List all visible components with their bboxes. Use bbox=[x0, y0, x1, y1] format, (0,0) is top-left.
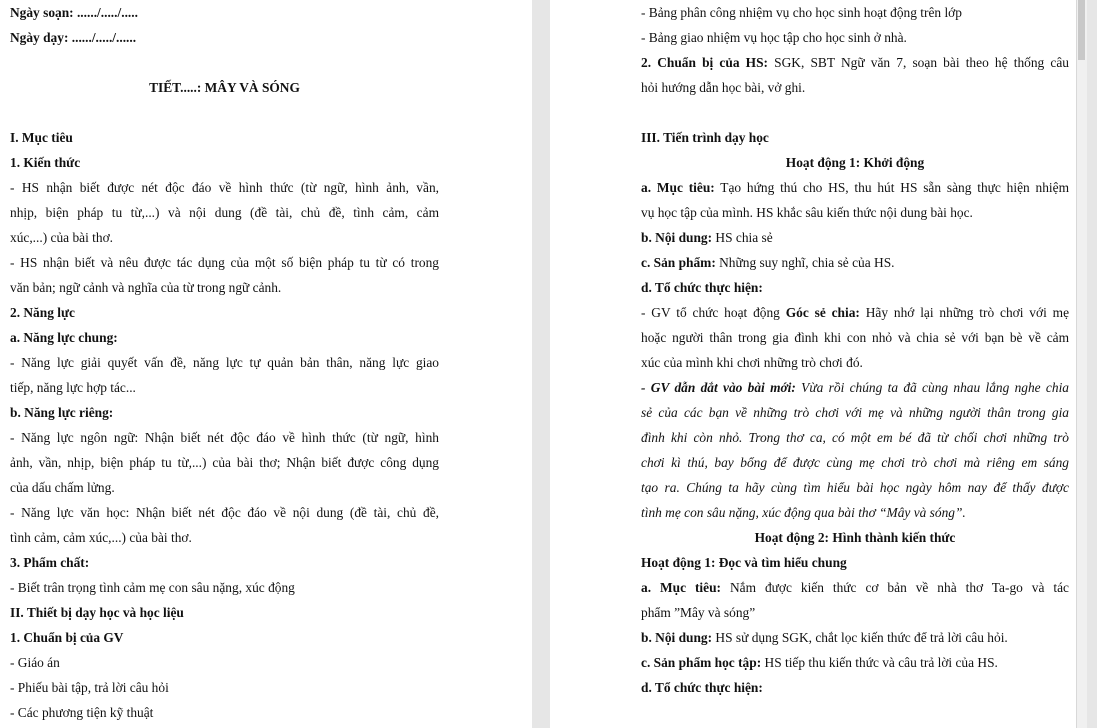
heading-doc-tim-hieu: Hoạt động 1: Đọc và tìm hiểu chung bbox=[641, 555, 847, 570]
lesson-title: TIẾT.....: MÂY VÀ SÓNG bbox=[149, 80, 300, 95]
text-run: - GV tổ chức hoạt động bbox=[641, 305, 786, 320]
paragraph-line bbox=[641, 175, 1069, 200]
page-right-text bbox=[641, 0, 1069, 700]
paragraph-line: của dấu chấm lửng. bbox=[10, 480, 115, 495]
paragraph-line: phẩm ”Mây và sóng” bbox=[641, 605, 756, 620]
text-run: Hãy nhớ lại những trò chơi với mẹ bbox=[859, 305, 1069, 320]
paragraph-line: - HS nhận biết được nét độc đáo về hình thức (từ ngữ, hình ảnh, vần, bbox=[10, 180, 439, 195]
paragraph-line: tình cảm, cảm xúc,...) của bài thơ. bbox=[10, 530, 192, 545]
paragraph-line: tình mẹ con sâu nặng, xúc động qua bài thơ “Mây và sóng”. bbox=[641, 505, 966, 520]
heading-muc-tieu: I. Mục tiêu bbox=[10, 130, 73, 145]
paragraph-line: xúc của mình khi chơi những trò chơi đó. bbox=[641, 355, 863, 370]
label-san-pham-2: c. Sản phẩm học tập: bbox=[641, 655, 762, 670]
paragraph-line: chơi kì thú, bay bổng để được cùng mẹ chơi trò chơi mà riêng em sáng bbox=[641, 455, 1069, 470]
document-page-right bbox=[550, 0, 1087, 728]
text-run: SGK, SBT Ngữ văn 7, soạn bài theo hệ thống câu bbox=[768, 55, 1069, 70]
list-item: - Giáo án bbox=[10, 655, 60, 670]
paragraph-line bbox=[641, 225, 1069, 250]
document-page-left bbox=[0, 0, 532, 728]
label-to-chuc-2: d. Tổ chức thực hiện: bbox=[641, 680, 763, 695]
list-item: - Phiếu bài tập, trả lời câu hỏi bbox=[10, 680, 169, 695]
paragraph-line bbox=[641, 575, 1069, 600]
text-run: HS tiếp thu kiến thức và câu trả lời của HS. bbox=[761, 655, 998, 670]
paragraph-line: - Năng lực văn học: Nhận biết nét độc đáo về nội dung (đề tài, chủ đề, bbox=[10, 505, 439, 520]
paragraph-line: hoặc người thân trong gia đình khi con nhỏ và chia sẻ với bạn bè về cảm bbox=[641, 330, 1069, 345]
paragraph-line: vụ học tập của mình. HS khắc sâu kiến thức nội dung bài học. bbox=[641, 205, 973, 220]
heading-nang-luc: 2. Năng lực bbox=[10, 305, 75, 320]
text-run-bold: Góc sẻ chia: bbox=[785, 305, 860, 320]
heading-chuan-bi-gv: 1. Chuẩn bị của GV bbox=[10, 630, 124, 645]
paragraph-line: - Năng lực ngôn ngữ: Nhận biết nét độc đáo về hình thức (từ ngữ, hình bbox=[10, 430, 439, 445]
heading-pham-chat: 3. Phẩm chất: bbox=[10, 555, 90, 570]
paragraph-line bbox=[641, 375, 1069, 400]
ngay-day: Ngày dạy: ....../...../...... bbox=[10, 30, 137, 45]
text-run: Những suy nghĩ, chia sẻ của HS. bbox=[715, 255, 895, 270]
heading-hoat-dong-1: Hoạt động 1: Khởi động bbox=[785, 155, 925, 170]
paragraph-line bbox=[641, 650, 1069, 675]
paragraph-line: ảnh, vần, nhịp, biện pháp tu từ,...) của bài thơ; Nhận biết được công dụng bbox=[10, 455, 439, 470]
heading-thiet-bi: II. Thiết bị dạy học và học liệu bbox=[10, 605, 184, 620]
paragraph-line: - HS nhận biết và nêu được tác dụng của một số biện pháp tu từ có trong bbox=[10, 255, 439, 270]
paragraph-line bbox=[641, 50, 1069, 75]
text-run: Vừa rồi chúng ta đã cùng nhau lắng nghe chia bbox=[795, 380, 1069, 395]
label-gv-dan-dat: - GV dẫn dắt vào bài mới: bbox=[641, 380, 796, 395]
paragraph-line: văn bản; ngữ cảnh và nghĩa của từ trong ngữ cảnh. bbox=[10, 280, 282, 295]
paragraph-line bbox=[641, 250, 1069, 275]
paragraph-line: nhịp, biện pháp tu từ,...) và nội dung (đề tài, chủ đề, tình cảm, cảm bbox=[10, 205, 439, 220]
text-run: Tạo hứng thú cho HS, thu hút HS sẵn sàng thực hiện nhiệm bbox=[714, 180, 1069, 195]
heading-tien-trinh: III. Tiến trình dạy học bbox=[641, 130, 769, 145]
label-san-pham: c. Sản phẩm: bbox=[641, 255, 716, 270]
ngay-soan: Ngày soạn: ....../...../..... bbox=[10, 5, 138, 20]
scrollbar-thumb[interactable] bbox=[1078, 0, 1085, 60]
paragraph-line: - Biết trân trọng tình cảm mẹ con sâu nặng, xúc động bbox=[10, 580, 295, 595]
label-muc-tieu-2: a. Mục tiêu: bbox=[641, 580, 722, 595]
paragraph-line: tiếp, năng lực hợp tác... bbox=[10, 380, 136, 395]
vertical-scrollbar[interactable] bbox=[1076, 0, 1087, 728]
text-run: HS sử dụng SGK, chắt lọc kiến thức để trả lời câu hỏi. bbox=[712, 630, 1008, 645]
list-item: - Các phương tiện kỹ thuật bbox=[10, 705, 154, 720]
paragraph-line: tạo ra. Chúng ta hãy cùng tìm hiểu bài học ngày hôm nay để thấy được bbox=[641, 480, 1069, 495]
heading-nang-luc-rieng: b. Năng lực riêng: bbox=[10, 405, 114, 420]
paragraph-line: hỏi hướng dẫn học bài, vở ghi. bbox=[641, 80, 806, 95]
paragraph-line: xúc,...) của bài thơ. bbox=[10, 230, 114, 245]
label-to-chuc: d. Tổ chức thực hiện: bbox=[641, 280, 763, 295]
list-item: - Bảng giao nhiệm vụ học tập cho học sinh ở nhà. bbox=[641, 30, 907, 45]
text-run: Nắm được kiến thức cơ bản về nhà thơ Ta-go và tác bbox=[721, 580, 1069, 595]
label-noi-dung-2: b. Nội dung: bbox=[641, 630, 713, 645]
heading-hoat-dong-2: Hoạt động 2: Hình thành kiến thức bbox=[754, 530, 956, 545]
heading-nang-luc-chung: a. Năng lực chung: bbox=[10, 330, 118, 345]
label-noi-dung: b. Nội dung: bbox=[641, 230, 713, 245]
label-chuan-bi-hs: 2. Chuẩn bị của HS: bbox=[641, 55, 768, 70]
list-item: - Bảng phân công nhiệm vụ cho học sinh hoạt động trên lớp bbox=[641, 5, 962, 20]
page-left-text bbox=[10, 0, 439, 725]
heading-kien-thuc: 1. Kiến thức bbox=[10, 155, 81, 170]
paragraph-line: đình khi còn nhỏ. Trong thơ ca, có một em bé đã từ chối chơi những trò bbox=[641, 430, 1069, 445]
text-run: HS chia sẻ bbox=[712, 230, 773, 245]
paragraph-line: sẻ của các bạn về những trò chơi với mẹ và những người thân trong gia bbox=[641, 405, 1069, 420]
paragraph-line: - Năng lực giải quyết vấn đề, năng lực tự quản bản thân, năng lực giao bbox=[10, 355, 439, 370]
label-muc-tieu: a. Mục tiêu: bbox=[641, 180, 715, 195]
paragraph-line bbox=[641, 625, 1069, 650]
paragraph-line bbox=[641, 300, 1069, 325]
